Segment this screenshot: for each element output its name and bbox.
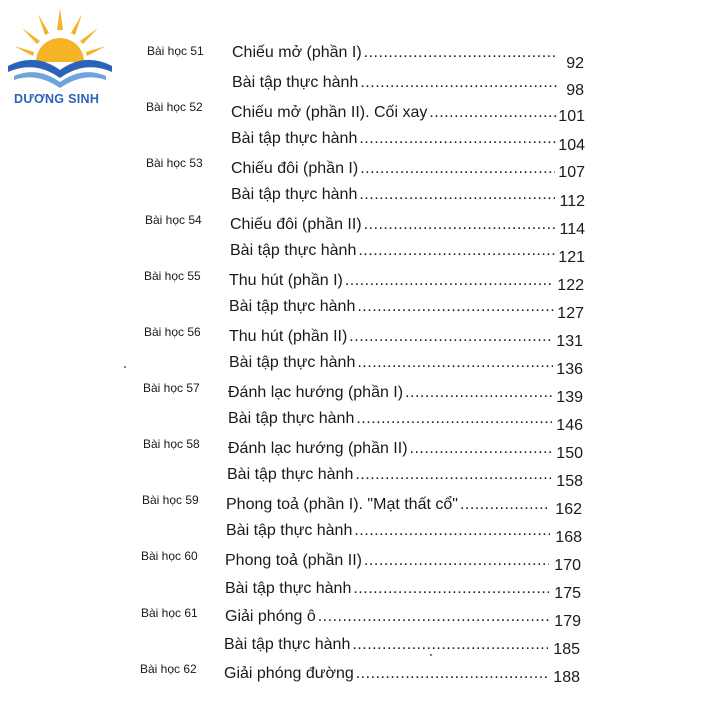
toc-entry [227,466,553,484]
leader-dots [410,440,552,458]
page-number: 92 [566,55,584,72]
toc-entry [228,384,554,402]
toc-entry [231,186,557,204]
page-number: 121 [558,249,585,266]
page-number: 127 [557,305,584,322]
toc-title: Bài tập thực hành [230,242,357,259]
page-number: 158 [556,473,583,490]
leader-dots [353,580,549,598]
toc-title: Bài tập thực hành [231,186,358,203]
leader-dots [352,636,548,654]
lesson-label: Bài học 60 [141,549,198,563]
toc-entry [229,328,555,346]
toc-title: Đánh lạc hướng (phần II) [228,440,408,457]
toc-entry [226,522,552,540]
leader-dots [359,186,555,204]
toc-entry [232,44,559,62]
toc-entry [231,160,557,178]
leader-dots [359,130,556,148]
toc-entry [230,242,557,260]
page-number: 122 [557,277,584,294]
page-number: 104 [558,137,585,154]
page-number: 146 [556,417,583,434]
page-number: 179 [554,613,581,630]
leader-dots [360,74,557,92]
toc-entry [225,608,551,626]
toc-entry [224,636,550,654]
toc-title: Bài tập thực hành [224,636,351,653]
lesson-label: Bài học 55 [144,269,201,283]
leader-dots [354,522,550,540]
toc-entry [228,410,554,428]
toc-title: Chiếu đôi (phần I) [231,160,359,177]
page-number: 101 [558,108,585,125]
toc-entry [224,665,550,683]
scan-speck [124,366,126,368]
lesson-label: Bài học 53 [146,156,203,170]
page-number: 98 [566,82,584,99]
page-number: 107 [558,164,585,181]
toc-entry [229,354,555,372]
page-number: 170 [554,557,581,574]
toc-title: Bài tập thực hành [225,580,352,597]
page-number: 185 [553,641,580,658]
lesson-label: Bài học 59 [142,493,199,507]
leader-dots [360,160,555,178]
page-number: 112 [559,193,585,210]
leader-dots [364,552,549,570]
toc-title: Bài tập thực hành [229,354,356,371]
leader-dots [357,298,554,316]
toc-entry [231,104,558,122]
lesson-label: Bài học 61 [141,606,198,620]
lesson-label: Bài học 51 [147,44,204,58]
toc-title: Bài tập thực hành [226,522,353,539]
toc-title: Thu hút (phần I) [229,272,343,289]
toc-entry [226,496,552,514]
lesson-label: Bài học 57 [143,381,200,395]
toc-title: Bài tập thực hành [231,130,358,147]
leader-dots [355,466,551,484]
page-number: 150 [556,445,583,462]
toc-title: Bài tập thực hành [229,298,356,315]
toc-title: Bài tập thực hành [227,466,354,483]
scan-speck [430,654,432,656]
toc-entry [229,272,556,290]
leader-dots [364,44,557,62]
page-number: 131 [556,333,583,350]
toc-title: Chiếu mở (phần I) [232,44,362,61]
lesson-label: Bài học 54 [145,213,202,227]
toc-entry [232,74,559,92]
leader-dots [356,665,548,683]
page-number: 168 [555,529,582,546]
toc-entry [225,580,551,598]
toc-title: Chiếu mở (phần II). Cối xay [231,104,428,121]
leader-dots [318,608,549,626]
lesson-label: Bài học 56 [144,325,201,339]
page-number: 162 [555,501,582,518]
toc-entry [228,440,554,458]
page-number: 136 [556,361,583,378]
toc-title: Thu hút (phần II) [229,328,348,345]
leader-dots [460,496,550,514]
toc-title: Phong toả (phần I). "Mạt thất cổ" [226,496,458,513]
toc-entry [229,298,556,316]
page-number: 139 [556,389,583,406]
toc-title: Chiếu đôi (phần II) [230,216,362,233]
page-number: 114 [559,221,585,238]
toc-title: Giải phóng đường [224,665,354,682]
toc-title: Bài tập thực hành [228,410,355,427]
lesson-label: Bài học 58 [143,437,200,451]
lesson-label: Bài học 52 [146,100,203,114]
leader-dots [429,104,556,122]
toc-title: Bài tập thực hành [232,74,359,91]
page-number: 188 [553,669,580,686]
brand-name: DƯƠNG SINH [14,92,100,106]
toc-title: Đánh lạc hướng (phần I) [228,384,404,401]
lesson-label: Bài học 62 [140,662,197,676]
leader-dots [405,384,552,402]
leader-dots [345,272,554,290]
toc-entry [231,130,558,148]
leader-dots [364,216,555,234]
leader-dots [357,354,553,372]
toc-entry [230,216,557,234]
leader-dots [356,410,552,428]
toc-entry [225,552,551,570]
toc-title: Phong toả (phần II) [225,552,362,569]
leader-dots [349,328,553,346]
leader-dots [358,242,555,260]
page-number: 175 [554,585,581,602]
toc-title: Giải phóng ô [225,608,316,625]
